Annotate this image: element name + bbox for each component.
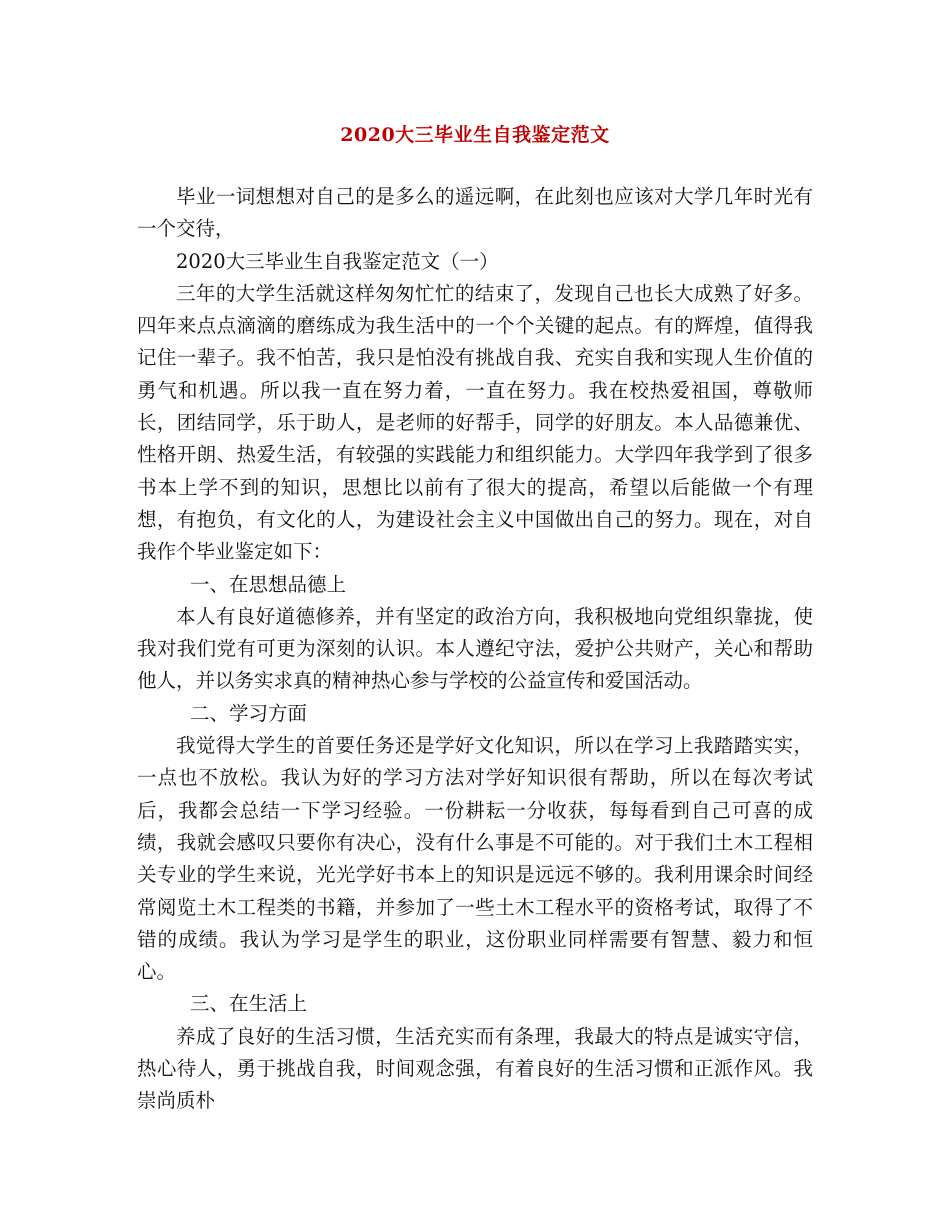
body-paragraph-3: 我觉得大学生的首要任务还是学好文化知识，所以在学习上我踏踏实实，一点也不放松。我认为好的学习方法对学好知识很有帮助，所以在每次考试后，我都会总结一下学习经验。一份耕耘一分收获，每每看到自己可喜的成绩，我就会感叹只要你有决心，没有什么事是不可能的。对于我们土木工程相关专业的学生来说，光光学好书本上的知识是远远不够的。我利用课余时间经常阅览土木工程类的书籍，并参加了一些土木工程水平的资格考试，取得了不错的成绩。我认为学习是学生的职业，这份职业同样需要有智慧、毅力和恒心。 <box>137 734 813 984</box>
document-body <box>137 181 813 1118</box>
document-title: 2020大三毕业生自我鉴定范文 <box>340 124 610 146</box>
intro-paragraph: 毕业一词想想对自己的是多么的遥远啊，在此刻也应该对大学几年时光有一个交待， <box>137 185 813 241</box>
body-paragraph-1: 三年的大学生活就这样匆匆忙忙的结束了，发现自己也长大成熟了好多。四年来点点滴滴的磨练成为我生活中的一个个关键的起点。有的辉煌，值得我记住一辈子。我不怕苦，我只是怕没有挑战自我、充实自我和实现人生价值的勇气和机遇。所以我一直在努力着，一直在努力。我在校热爱祖国，尊敬师长，团结同学，乐于助人，是老师的好帮手，同学的好朋友。本人品德兼优、性格开朗、热爱生活，有较强的实践能力和组织能力。大学四年我学到了很多书本上学不到的知识，思想比以前有了很大的提高，希望以后能做一个有理想，有抱负，有文化的人，为建设社会主义中国做出自己的努力。现在，对自我作个毕业鉴定如下： <box>137 281 813 564</box>
heading-study: 二、学习方面 <box>190 701 308 725</box>
body-paragraph-4: 养成了良好的生活习惯，生活充实而有条理，我最大的特点是诚实守信，热心待人，勇于挑战自我，时间观念强，有着良好的生活习惯和正派作风。我崇尚质朴 <box>137 1024 813 1113</box>
section-subtitle: 2020大三毕业生自我鉴定范文（一） <box>176 249 499 273</box>
body-paragraph-2: 本人有良好道德修养，并有坚定的政治方向，我积极地向党组织靠拢，使我对我们党有可更为深刻的认识。本人遵纪守法，爱护公共财产，关心和帮助他人，并以务实求真的精神热心参与学校的公益宣传和爱国活动。 <box>137 604 813 693</box>
heading-life: 三、在生活上 <box>190 992 308 1016</box>
heading-ideology: 一、在思想品德上 <box>190 572 347 596</box>
